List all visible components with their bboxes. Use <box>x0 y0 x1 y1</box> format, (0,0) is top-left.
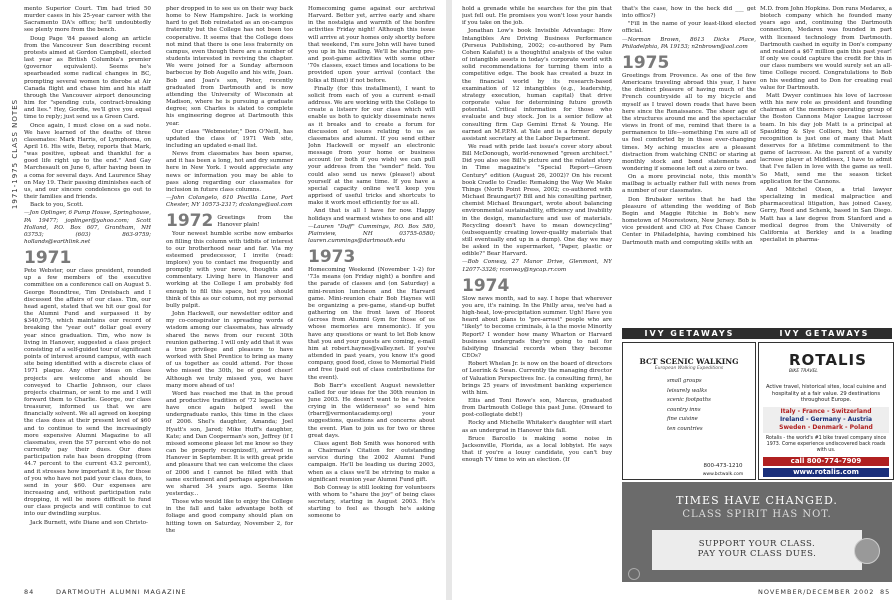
class-notes-side-tag: 1971-1975 CLASS NOTES <box>11 98 19 210</box>
ad-phone: 800-473-1210 <box>703 463 743 469</box>
right-column-1: hold a grenade while he searches for the pin that just fell out. He promises you won't lose your hands if you take on the job. Jonathan Low's book Invisible Advantage: How Intangibles Are Driving Business Performance (Perseus Publishing, 2002; co-authored by Pam Cohen Kalafut) is a thoughtful analysis of the value of intangible assets in today's corporate world with solid recommendations for turning them into a competitive edge. The book has created a buzz in the financial world by its research-based examination of 12 intangibles (e.g., leadership, strategy execution, human capital) that drive corporate value for determining future growth potential. Critical information for those who evaluate and buy stock. Jon is a senior fellow at consulting firm Cap Gemini Ernst & Young. He earned an M.P.P.M. at Yale and is a former deputy assistant secretary at the Labor Department. We read with pride last issue's cover story about Bill McDonough, world-renowned "green architect." Did you also see Bill's picture and the related story in Time magazine's "Special Report—Green Century" edition (August 26, 2002)? On his recent book Cradle to Cradle: Remaking the Way We Make Things (North Point Press, 2002; co-authored with Michael Braungart)? Bill and his consulting partner, chemist Michael Braungart, wrote about balancing environmental sustainability, efficiency and livability in the design, manufacture and use of materials. Recycling doesn't have to mean downcycling" (subsequently creating lower-quality materials that still eventually end up in a dump). One day we may be asked in the supermarket, "Paper, plastic or edible?" Bear Harvard. —Bob Conway, 27 Manor Drive, Glenmont, NY 12077-3326; rconway@nycap.rr.com 1974 Slow news month, sad to say. I hope that wherever you are, it's raining. In the Philly area, we've had a high-heat, low-precipitation summer. Ugh! Have you heard about plans to "pre-arrest" people who are "likely" to become criminals, à la the movie Minority Report? I wonder how many Wharton or Harvard business undergrads they're going to nail for falsifying financial records when they become CEOs? Robert Whelan Jr. is now on the board of directors of Leerink & Swan. Currently the managing director of Valuation Perspectives Inc. (a consulting firm), he brings 25 years of investment banking experience with him. Ellis and Toni Rowe's son, Marcus, graduated from Dartmouth College this past June. (Onward to post-collegiate debt!) Rocky and Michelle Whitaker's daughter will start as an undergrad in Hanover this fall. Bruce Barcello is making some noise in Jacksonville, Florida, as a local lobbyist. He says that if you're a lousy candidate, you can't buy enough TV time to win an election. (If <box>462 6 612 464</box>
list-item: country inns <box>667 406 701 413</box>
ad-country-list: Italy - France - Switzerland Ireland - Germany - Austria Sweden - Denmark - Poland <box>763 407 889 433</box>
signature: —Lauren "Duff" Cummings, P.O. Box 580, Plainview, NH 03755-0580; lauren.cummings@dartmouth.edu <box>308 223 435 244</box>
signature: —Norman Brown, 8613 Dicks Place, Philadelphia, PA 19153; n2nbrown@aol.com <box>622 36 756 50</box>
ad-feature-list <box>667 377 755 434</box>
class-year-heading: 1971 <box>24 248 72 269</box>
issue-date: NOVEMBER/DECEMBER 2002 <box>758 588 875 596</box>
ad-phone: call 800-774-7909 <box>763 457 889 466</box>
ad-website-link[interactable]: www.rotalis.com <box>763 468 889 477</box>
right-page-number: 85 <box>880 588 891 596</box>
list-item: fine cuisine <box>667 416 698 422</box>
ad-callout-box: SUPPORT YOUR CLASS. PAY YOUR CLASS DUES. <box>652 530 862 570</box>
left-column-3: Homecoming game against our archrival Harvard. Better yet, arrive early and share in the nostalgia and warmth of the bonfire activities Friday night! Although this issue will arrive at your homes only shortly before that weekend, I'm sure John will have tuned you up in his mailing. We'll be sharing pre- and post-game activities with some other '70s classes, exact times and locations to be provided upon your arrival (contact the folks at Blunt) if not before. Finally (for this installment), I want to solicit from each of you a current e-mail address. We are working with the College to create a listserv for our class which will enable us both to quickly disseminate news as it breaks and to create a forum for discussion of issues relating to us as classmates and alumni. If you send either John Hackwell or myself an electronic message from your home or business account (or both if you wish) we can pull your address from the "sender" field. You could also send us news (please!) about yourself at the same time. If you have a special capacity online we'll keep you apprised of useful tricks and shortcuts to make it work most efficiently for us all. And that is all I have for now. Happy holidays and warmest wishes to one and all! —Lauren "Duff" Cummings, P.O. Box 580, Plainview, NH 03755-0580; lauren.cummings@dartmouth.edu 1973 Homecoming Weekend (November 1-2) for '73s means (on Friday night) a bonfire and the parade of classes and (on Saturday) a mini-reunion luncheon and the Harvard game. Mini-reunion chair Bob Haynes will be organizing a pre-game, stand-up buffet gathering on the front lawn of Heorot (across from Alumni Gym for those of us whose memories are mnemonic). If you have any questions or want to let Bob know that you and your guests are coming, e-mail him at robert.haynes@valley.net. If you've attended in past years, you know it's good company, good food, close to Memorial Field and free (paid out of class contributions for the event). Bob Barr's excellent August newsletter called for our ideas for the 30th reunion in June 2003. He doesn't want to be a "voice crying in the wilderness" so send him (rbarr@vermontacademy.org) your suggestions, questions and concerns about the event. Plan to join us for two or three great days. Class agent Bob Smith was honored with a Chairman's Citation for outstanding service during the 2002 Alumni Fund campaign. He'll be leading us during 2003, when as a class we'll be striving to make a significant reunion year Alumni Fund gift. Bob Conway is still looking for volunteers with whom to "share the joy" of being class secretary, starting in August 2003. He's starting to feel as though he's asking someone to <box>308 6 435 520</box>
list-item: ten countries <box>667 425 703 432</box>
ad-website-link[interactable]: www.bctwalk.com <box>702 472 744 477</box>
dartmouth-seal-icon <box>854 538 880 564</box>
class-dues-ad: TIMES HAVE CHANGED. CLASS SPIRIT HAS NOT. SUPPORT YOUR CLASS. PAY YOUR CLASS DUES. <box>622 482 892 582</box>
ad-subtitle: BIKE TRAVEL <box>789 369 818 374</box>
magazine-title: DARTMOUTH ALUMNI MAGAZINE <box>56 588 187 596</box>
ad-brand: ROTALIS <box>789 351 867 369</box>
signature: —John Colangelo, 610 Piscilla Lane, Port Chester, NY 10573-2317; dcolange@aol.com <box>166 195 293 209</box>
ad-title: BCT SCENIC WALKING <box>639 357 739 366</box>
list-item: leisurely walks <box>667 387 708 394</box>
class-year-heading: 1973 <box>308 247 356 268</box>
list-item: scenic footpaths <box>667 397 711 403</box>
right-column-2: that's the case, how in the heck did ___ get into office?) "Fill in the name of your least-liked elected official. —Norman Brown, 8613 Dicks Place, Philadelphia, PA 19153; n2nbrown@aol.com 1975 Greetings from Provence. As one of the few Americans traveling abroad this year, I have the distinct pleasure of having much of the French countryside all to my bicycle and myself as I travel down roads that have been here since the Renaissance. The sheer age of the structures around me and the spectacular views in front of me, remind that there is a permanence to life—something I'm sure all of us feel comforted by in these ever-changing times. My aching muscles are a pleasant distraction from watching CNBC or staring at monthly stock and bond statements and wondering if someone left out a zero or two. On a more provincial note, this month's mailbag is actually rather full with news from a number of our classmates. Don Brubaker writes that he had the pleasure of attending the wedding of Bob Begin and Maggie Ritchie in Bob's new hometown of Moorestown, New Jersey. Bob is vice president and CIO at Fox Chase Cancer Center in Philadelphia, having combined his Dartmouth math and computing skills with an <box>622 6 756 246</box>
bct-scenic-walking-ad[interactable] <box>622 342 756 480</box>
corner-ornament-icon <box>628 568 640 580</box>
signature: —Jon Oplinger, 6 Pump House, Springhouse, PA 19477; joplinger@yahoo.com; Scott Holland, P.O. Box 607, Grantham, NH 03753; (603) 863-9759; hollands@earthlink.net <box>24 210 151 245</box>
left-page <box>0 0 446 600</box>
left-column-2: pher dropped in to see us on their way back home to New Hampshire. Jack is working hard to get Bob reinstated as an on-campus fraternity but the College has not been too cooperative. It seems that the College does not mind that there is one less fraternity on campus, even though there are a number of students interested in reviving the chapter. We were joined for a Sunday afternoon barbecue by Bob Augello and his wife, Joan. Bob and Joan's son, Peter, recently graduated from Dartmouth and is now attending the University of Wisconsin at Madison, where he is pursuing a graduate degree; son Charles is slated to complete his engineering degree at Dartmouth this year. Our class "Webmeister," Don O'Neill, has updated the class of 1971 Web site, including an updated e-mail list. News from classmates has been sparse, and it has been a long, hot and dry summer here in New York. I would appreciate any news or information you may be able to pass along regarding our classmates for inclusion in future class columns. —John Colangelo, 610 Piscilla Lane, Port Chester, NY 10573-2317; dcolange@aol.com 1972 Greetings from the Hanover plain! Your newest humble scribe now embarks on filling this column with tidbits of interest to our brotherhood near and far. Via my esteemed predecessor, I invite (read: implore) you to contact me frequently and promptly with your news, thoughts and commentary. Living here in Hanover and working at the College I am probably fed enough to fill this space, but you should think of this as our column, not my personal bully pulpit. John Hackwell, our newsletter editor and my co-conspirator in spreading words of wisdom among our classmates, has already shared the news from our recent 30th reunion gathering. I will only add that it was a true privilege and pleasure to have worked with Shel Prentice to bring as many of us together as could attend. For those who missed the 30th, be of good cheer! Although we truly missed you, we have many more ahead of us! Word has reached me that in the proud and productive tradition of '72 legacies we have once again helped swell the undergraduate ranks, this time in the class of 2006. Shel's daughter, Amanda; Joel Hyatt's son, Jared; Mike Huff's daughter, Kate; and Dan Cooperman's son, Jeffrey (if I missed someone please let me know so they can be properly recognized!), arrived in Hanover in September. It is with great pride and pleasure that we can welcome the class of 2006 and I cannot be filled with that same excitement and perhaps apprehension we shared 34 years ago. Seems like yesterday... Those who would like to enjoy the College in the fall and take advantage both of foliage and good company should plan on hitting town on Saturday, November 2, for the <box>166 6 293 534</box>
ad-tagline: European Walking Expeditions <box>654 366 724 371</box>
list-item: small groups <box>667 378 702 384</box>
class-year-heading: 1974 <box>462 275 510 296</box>
class-year-heading: 1972 Greetings from the Hanover plain! <box>166 211 293 232</box>
ad-blurb: Active travel, historical sites, local cuisine and hospitality at a fair value. 29 destinations throughout Europe. <box>765 384 887 403</box>
left-page-number: 84 <box>24 588 35 596</box>
class-year-heading: 1975 <box>622 52 670 73</box>
ad-pitch: Rotalis - the world's #1 bike travel company since 1973. Come experience undiscovered back roads with us. <box>765 435 887 453</box>
rotalis-bike-travel-ad[interactable] <box>758 342 894 480</box>
left-column-1: mento Superior Court. Tim had tried 50 murder cases in his 25-year career with the Sacramento DA's office; he'll undoubtedly see plenty more from the bench. Doug Page '84 passed along an article from the Vancouver Sun describing recent protests aimed at Gordon Campbell, elected last year as British Columbia's premier (governor equivalent). Seems he's spearheaded some radical changes in BC, prompting several women to disrobe at Air Canada flight and chase him and his staff through the Vancouver airport denouncing him for "spending cuts, contract-breaking and lies." Hey, Gordie, we'll give you equal time to reply; just send us a Green Card. Once again, I must close on a sad note. We have learned of the deaths of three classmates: Mark Harris, of Lymphoma, on April 16. His wife, Betsy, reports that Mark, "was positive, upbeat and thankful for a good life right up to the end." And Gay Marchesault on June 6, after having been in a coma for several days. And Laurence Shay on May 19. Their passing diminishes each of us, and our sincere condolences go out to their families and friends. Back to you, Scott. —Jon Oplinger, 6 Pump House, Springhouse, PA 19477; joplinger@yahoo.com; Scott Holland, P.O. Box 607, Grantham, NH 03753; (603) 863-9759; hollands@earthlink.net 1971 Pete Webster, our class president, rounded up a few members of the executive committee on a conference call on August 5. George Roundtree, Tim Dreisbach and I discussed the affairs of our class. Tim, our head agent, stated that we hit our goal for the Alumni Fund and surpassed it by $340,075, which maintains our record of breaking the "year out" dollar goal every year since graduation. Tim, who now is living in Hanover, suggested a class project consisting of a self-guided tour of significant points of interest around campus, with each site being identified with a discrete class of 1971 plaque. Any other ideas on class projects are welcome and should be conveyed to Charlie Johnson, our class projects chairman, or sent to me and I will forward them to Charlie. George, our class treasurer, informed us that we are financially solvent. We all agreed on keeping the class dues at their present level of $60 and to continue to send the increasingly more expensive Alumni Magazine to all classmates, even the 57 percent who do not currently pay their dues. Our dues participation rate has been dropping (from 44.7 percent to the current 43.2 percent), and it stresses how important it is, for those of you who have not paid your class dues, to send in your $60. Our expenses are increasing and, without participation rate dropping, it will be more difficult to fund our class projects and will continue to cut into our dwindling surplus. Jack Burnett, wife Diane and son Christo- <box>24 6 151 526</box>
ivy-getaways-banner: IVY GETAWAYS IVY GETAWAYS <box>622 328 892 339</box>
right-page <box>452 0 896 600</box>
right-column-3: M.D. from John Hopkins. Don runs Medarex, a biotech company which he founded many years ago and, continuing the Dartmouth connection, Medarex was founded in part with licensed technology from Dartmouth. Dartmouth cashed in equity in Don's company and realized a $67 million gain this past year! If only we could capture the credit for this in our class numbers we would surely set an all-time College record. Congratulations to Bob on his wedding and to Don for creating real value for Dartmouth. Matt Dwyer continues his love of lacrosse with his new role as president and founding chairman of the members operating group of the Boston Cannons Major League lacrosse team. In his day job Matt is a principal at Spaulding & Slye Colliers, but this latest recognition is just one of many that Matt deserves for a lifetime commitment to the game of lacrosse. As the parent of a varsity lacrosse player at Middlesex, I have to admit that I've fallen in love with the game as well. So Matt, send me the season ticket application for the Cannons. And Mitchel Olson, a trial lawyer specializing in medical malpractice and pharmaceutical litigation, has joined Casey, Gerry, Reed and Schenk, based in San Diego. Matt has a law degree from Stanford and a medical degree from the University of California at Berkley and is a leading specialist in pharma- <box>760 6 892 243</box>
signature: —Bob Conway, 27 Manor Drive, Glenmont, NY 12077-3326; rconway@nycap.rr.com <box>462 259 612 273</box>
